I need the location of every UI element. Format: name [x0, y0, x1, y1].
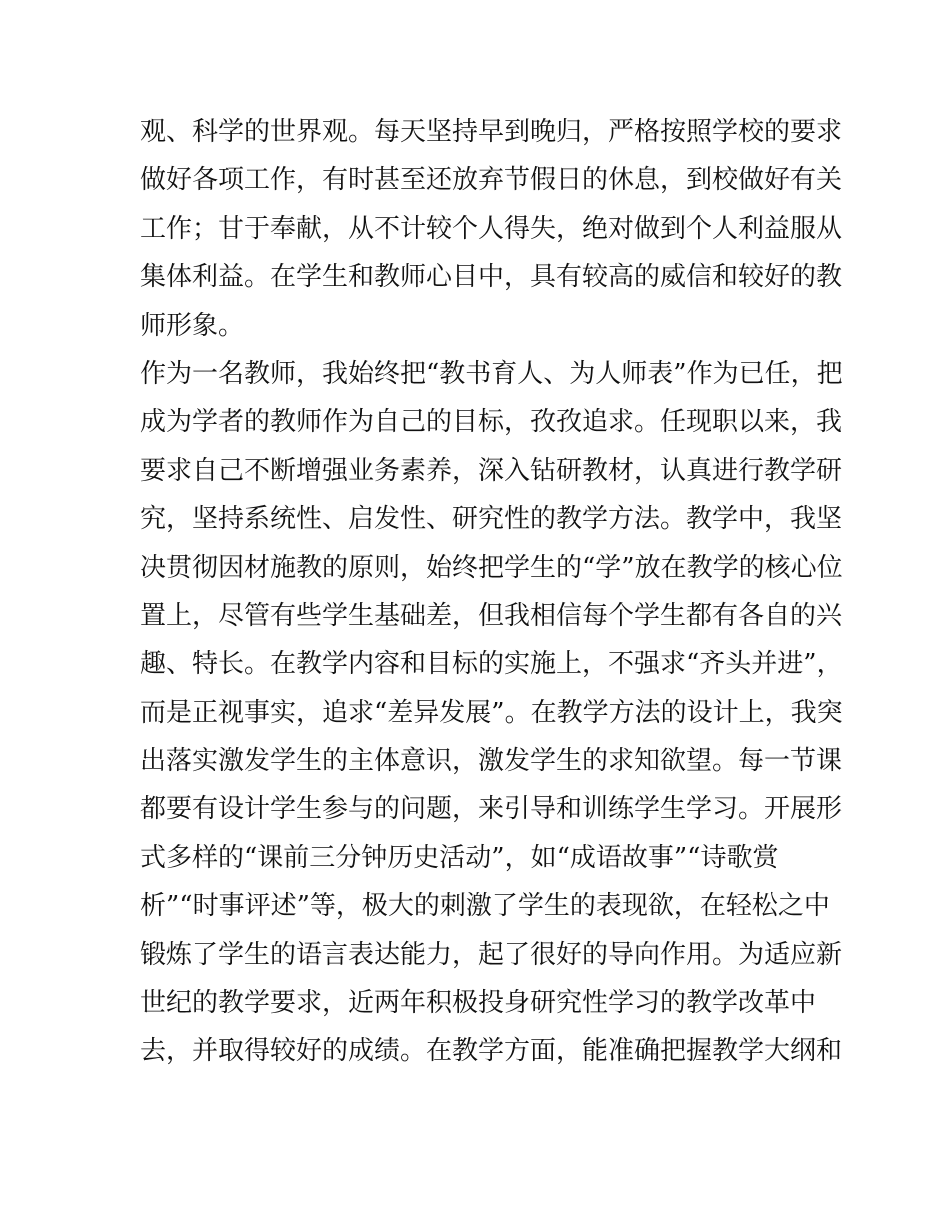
- text-line: 决贯彻因材施教的原则，始终把学生的“学”放在教学的核心位: [140, 552, 843, 583]
- text-line: 要求自己不断增强业务素养，深入钻研教材，认真进行教学研: [140, 455, 843, 486]
- text-line: 锻炼了学生的语言表达能力，起了很好的导向作用。为适应新: [140, 939, 843, 970]
- text-line: 都要有设计学生参与的问题，来引导和训练学生学习。开展形: [140, 794, 843, 825]
- text-line: 集体利益。在学生和教师心目中，具有较高的威信和较好的教: [140, 262, 843, 293]
- text-line: 师形象。: [140, 310, 245, 341]
- text-line: 置上，尽管有些学生基础差，但我相信每个学生都有各自的兴: [140, 600, 843, 631]
- text-line: 做好各项工作，有时甚至还放弃节假日的休息，到校做好有关: [140, 165, 843, 196]
- text-line: 式多样的“课前三分钟历史活动”，如“成语故事”“诗歌赏: [140, 842, 779, 873]
- text-line: 趣、特长。在教学内容和目标的实施上，不强求“齐头并进”，: [140, 649, 843, 680]
- text-line: 析”“时事评述”等，极大的刺激了学生的表现欲，在轻松之中: [140, 891, 830, 922]
- text-line: 而是正视事实，追求“差异发展”。在教学方法的设计上，我突: [140, 697, 843, 728]
- text-line: 成为学者的教师作为自己的目标，孜孜追求。任现职以来，我: [140, 407, 843, 438]
- text-line: 世纪的教学要求，近两年积极投身研究性学习的教学改革中: [140, 988, 817, 1019]
- body-text: [140, 108, 843, 1076]
- text-line: 工作；甘于奉献，从不计较个人得失，绝对做到个人利益服从: [140, 213, 843, 244]
- text-line: 究，坚持系统性、启发性、研究性的教学方法。教学中，我坚: [140, 504, 843, 535]
- text-line: 作为一名教师，我始终把“教书育人、为人师表”作为已任，把: [140, 358, 843, 389]
- text-line: 去，并取得较好的成绩。在教学方面，能准确把握教学大纲和: [140, 1036, 843, 1067]
- text-line: 出落实激发学生的主体意识，激发学生的求知欲望。每一节课: [140, 746, 843, 777]
- text-line: 观、科学的世界观。每天坚持早到晚归，严格按照学校的要求: [140, 117, 843, 147]
